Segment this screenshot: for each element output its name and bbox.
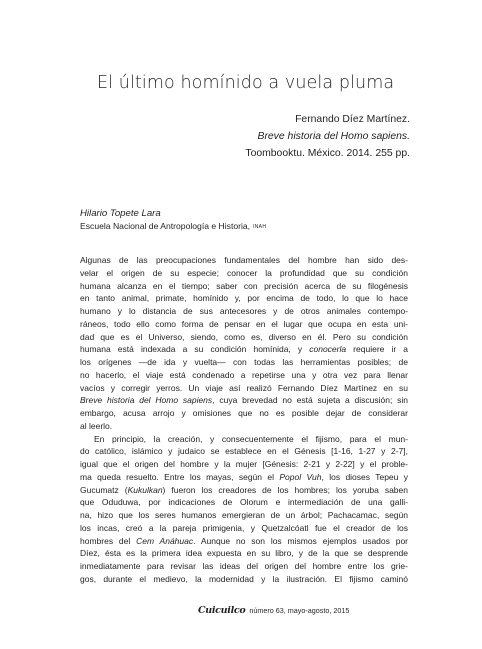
book-publisher: Toombooktu. México. 2014. 255 pp. — [245, 148, 410, 159]
body-line: velar el origen de su especie; conocer la profundidad que su condición — [80, 267, 408, 278]
body-line: gos, durante el medievo, la modernidad y la ilustración. El fijismo caminó — [80, 573, 408, 584]
body-line: humano y lo distancia de sus antecesores y de otros animales contempo- — [80, 306, 408, 316]
body-line: no hacerlo, el viaje está condenado a repetirse una y otra vez para llenar — [80, 369, 408, 380]
body-line: embargo, acusa arrojo y omisiones que no es posible dejar de considerar — [80, 408, 408, 418]
body-line: Algunas de las preocupaciones fundamentales del hombre han sido des- — [80, 255, 408, 265]
issue-info: número 63, mayo-agosto, 2015 — [249, 606, 350, 615]
body-line: que Oduduwa, por indicaciones de Olorum e intermediación de una galli- — [80, 497, 408, 508]
page-footer — [198, 605, 349, 616]
page-title: El último homínido a vuela pluma — [97, 73, 395, 93]
body-line: los incas, creó a la pareja primigenia, y Quetzalcóatl fue el creador de los — [80, 522, 408, 533]
body-line: humana está indexada a su condición homínida, y conocerla requiere ir a — [80, 344, 408, 355]
book-title: Breve historia del Homo sapiens. — [257, 131, 410, 142]
body-line: humana alcanza en el tiempo; saber con precisión acerca de su filogénesis — [80, 280, 408, 291]
affiliation-text: Escuela Nacional de Antropología e Historia, — [80, 221, 251, 231]
book-reference — [245, 111, 410, 162]
reviewer-affiliation — [80, 221, 266, 231]
body-line: Breve historia del Homo sapiens, cuya brevedad no está sujeta a discusión; sin — [80, 395, 408, 406]
body-line: vacíos y corregir yerros. Un viaje así realizó Fernando Díez Martínez en su — [80, 382, 408, 393]
body-line: los orígenes —de ida y vuelta— con todas las herramientas posibles; de — [80, 357, 408, 367]
body-line: na, hizo que los seres humanos emergieran de un árbol; Pachacamac, según — [80, 510, 408, 520]
journal-logo: Cuicuilco — [198, 605, 246, 616]
body-line: en tanto animal, primate, homínido y, por encima de todo, lo que lo hace — [80, 293, 408, 304]
reviewer-name: Hilario Topete Lara — [80, 208, 161, 219]
body-line: hombres del Cem Anáhuac. Aunque no son los mismos ejemplos usados por — [80, 535, 408, 546]
body-line: dad que es el Universo, siendo, como es, diverso en él. Pero su condición — [80, 331, 408, 342]
review-body — [80, 254, 408, 586]
book-author: Fernando Díez Martínez. — [295, 114, 410, 125]
body-line: ráneos, todo ello como forma de pensar en el lugar que ocupa en esta uni- — [80, 318, 408, 329]
body-line: igual que el origen del hombre y la mujer [Génesis: 2-21 y 2-22] y el proble- — [80, 459, 408, 469]
body-line: En principio, la creación, y consecuentemente el fijismo, para el mun- — [94, 433, 408, 444]
institution-abbrev: INAH — [253, 224, 267, 230]
body-line: do católico, islámico y judaico se establece en el Génesis [1-16, 1-27 y 2-7], — [80, 446, 408, 457]
body-line: ma queda resuelto. Entre los mayas, según el Popol Vuh, los dioses Tepeu y — [80, 471, 408, 482]
body-line: Díez, ésta es la primera idea expuesta en su libro, y de la que se desprende — [80, 548, 408, 559]
body-line: inmediatamente para revisar las ideas del origen del hombre entre los grie- — [80, 561, 408, 571]
body-line: al leerlo. — [80, 420, 113, 431]
body-line: Gucumatz (Kukulkan) fueron los creadores de los hombres; los yoruba saben — [80, 484, 408, 495]
